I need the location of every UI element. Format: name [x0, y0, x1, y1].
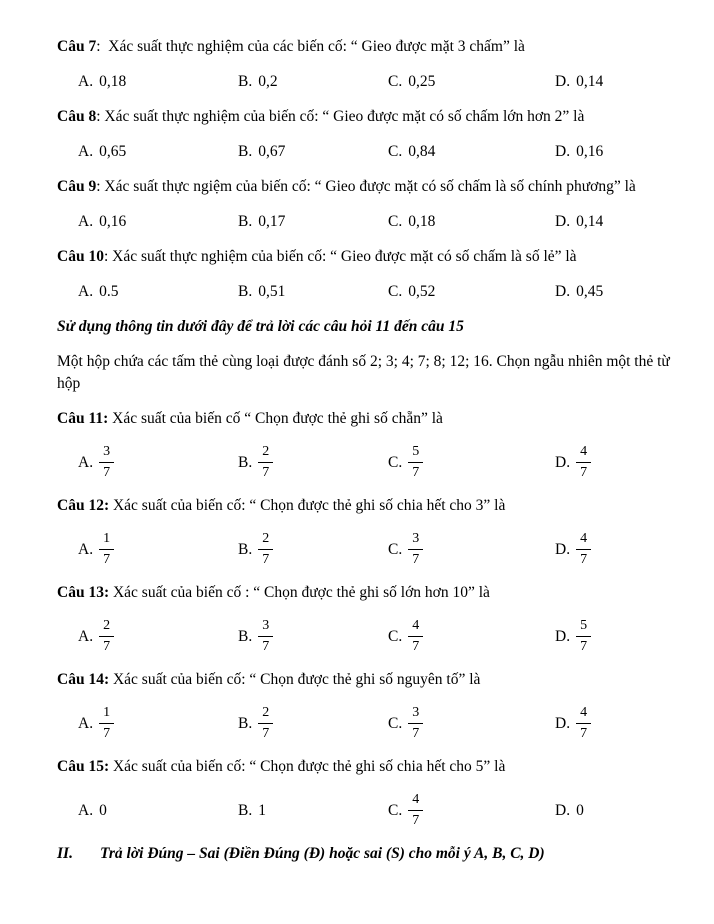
- fraction: [258, 530, 273, 569]
- fraction-denominator: 7: [262, 465, 270, 480]
- option-letter: A.: [78, 453, 94, 471]
- option-b: [238, 71, 388, 93]
- question-line: [57, 582, 692, 604]
- option-letter: D.: [555, 714, 571, 732]
- fraction-numerator: 4: [408, 791, 423, 811]
- option-c: [388, 530, 555, 569]
- option-d: [555, 530, 692, 569]
- option-value: 0.5: [99, 283, 119, 300]
- option-value: 0,18: [408, 213, 436, 230]
- fraction-numerator: 3: [408, 530, 423, 550]
- option-a: [78, 791, 238, 830]
- fraction-denominator: 7: [103, 726, 111, 741]
- question-line: [57, 176, 692, 198]
- option-letter: D.: [555, 283, 571, 300]
- fraction-numerator: 4: [408, 617, 423, 637]
- fraction-numerator: 2: [99, 617, 114, 637]
- option-value: 0,51: [258, 283, 286, 300]
- fraction-denominator: 7: [412, 639, 420, 654]
- question-number: Câu 12:: [57, 497, 110, 514]
- options-row: [57, 71, 692, 93]
- question-number: Câu 10: [57, 248, 104, 265]
- fraction-numerator: 2: [258, 443, 273, 463]
- fraction: [99, 704, 114, 743]
- options-row: [57, 791, 692, 830]
- question-line: [57, 246, 692, 268]
- question-number: Câu 11:: [57, 410, 109, 427]
- option-c: [388, 617, 555, 656]
- option-value: 1: [258, 801, 266, 819]
- fraction-numerator: 2: [258, 530, 273, 550]
- option-a: [78, 443, 238, 482]
- document-content: [57, 36, 692, 865]
- option-d: [555, 141, 692, 163]
- option-letter: C.: [388, 213, 403, 230]
- question-number: Câu 8: [57, 108, 97, 125]
- option-value: 0,16: [576, 143, 604, 160]
- options-row: [57, 704, 692, 743]
- option-value: 0,14: [576, 213, 604, 230]
- option-letter: D.: [555, 801, 571, 819]
- fraction-denominator: 7: [262, 552, 270, 567]
- option-d: [555, 281, 692, 303]
- option-a: [78, 71, 238, 93]
- option-letter: B.: [238, 283, 253, 300]
- question-number: Câu 7: [57, 38, 97, 55]
- fraction-numerator: 3: [99, 443, 114, 463]
- option-a: [78, 617, 238, 656]
- option-b: [238, 211, 388, 233]
- option-c: [388, 141, 555, 163]
- fraction: [99, 617, 114, 656]
- option-letter: B.: [238, 143, 253, 160]
- fraction-denominator: 7: [412, 465, 420, 480]
- question-text: Xác suất của biến cố: “ Chọn được thẻ ghi số chia hết cho 3” là: [109, 497, 506, 514]
- option-letter: B.: [238, 714, 253, 732]
- fraction-denominator: 7: [412, 726, 420, 741]
- option-value: 0,45: [576, 283, 604, 300]
- question-line: [57, 495, 692, 517]
- option-letter: D.: [555, 143, 571, 160]
- fraction: [258, 443, 273, 482]
- fraction: [576, 617, 591, 656]
- option-a: [78, 141, 238, 163]
- option-letter: D.: [555, 540, 571, 558]
- option-letter: C.: [388, 540, 403, 558]
- option-a: [78, 211, 238, 233]
- question-text: Xác suất của biến cố : “ Chọn được thẻ ghi số lớn hơn 10” là: [109, 584, 490, 601]
- option-b: [238, 704, 388, 743]
- option-value: 0,65: [99, 143, 127, 160]
- option-letter: C.: [388, 283, 403, 300]
- option-letter: D.: [555, 213, 571, 230]
- option-c: [388, 443, 555, 482]
- info-paragraph: Một hộp chứa các tấm thẻ cùng loại được đánh số 2; 3; 4; 7; 8; 12; 16. Chọn ngẫu nhiên một thẻ từ hộp: [57, 353, 670, 392]
- fraction: [258, 704, 273, 743]
- question-number: Câu 15:: [57, 758, 110, 775]
- fraction: [99, 443, 114, 482]
- question-line: [57, 669, 692, 691]
- option-b: [238, 141, 388, 163]
- option-letter: B.: [238, 213, 253, 230]
- fraction-numerator: 5: [408, 443, 423, 463]
- option-value: 0: [99, 801, 107, 819]
- question-number: Câu 9: [57, 178, 97, 195]
- fraction-numerator: 1: [99, 530, 114, 550]
- option-value: 0,18: [99, 73, 127, 90]
- option-d: [555, 704, 692, 743]
- fraction-numerator: 4: [576, 704, 591, 724]
- option-c: [388, 791, 555, 830]
- options-row: [57, 530, 692, 569]
- fraction: [408, 704, 423, 743]
- fraction-numerator: 2: [258, 704, 273, 724]
- option-value: 0,52: [408, 283, 436, 300]
- question-text: Xác suất của biến cố “ Chọn được thẻ ghi số chẵn” là: [108, 410, 443, 427]
- fraction-denominator: 7: [580, 639, 588, 654]
- option-value: 0,16: [99, 213, 127, 230]
- fraction-numerator: 3: [258, 617, 273, 637]
- option-letter: A.: [78, 213, 94, 230]
- question-text: : Xác suất thực nghiệm của các biến cố: “ Gieo được mặt 3 chấm” là: [96, 38, 525, 55]
- question-line: [57, 36, 692, 58]
- question-line: [57, 408, 692, 430]
- option-value: 0,14: [576, 73, 604, 90]
- option-letter: C.: [388, 143, 403, 160]
- option-letter: B.: [238, 801, 253, 819]
- fraction-denominator: 7: [103, 465, 111, 480]
- option-letter: A.: [78, 143, 94, 160]
- option-b: [238, 791, 388, 830]
- option-b: [238, 443, 388, 482]
- option-letter: A.: [78, 540, 94, 558]
- option-c: [388, 704, 555, 743]
- option-value: 0,25: [408, 73, 436, 90]
- section-heading: [57, 843, 692, 865]
- question-text: Xác suất của biến cố: “ Chọn được thẻ ghi số chia hết cho 5” là: [109, 758, 506, 775]
- fraction: [258, 617, 273, 656]
- option-d: [555, 211, 692, 233]
- fraction: [408, 617, 423, 656]
- option-b: [238, 281, 388, 303]
- fraction-denominator: 7: [262, 639, 270, 654]
- option-letter: B.: [238, 73, 253, 90]
- option-value: 0,2: [258, 73, 278, 90]
- option-a: [78, 704, 238, 743]
- fraction-numerator: 3: [408, 704, 423, 724]
- question-line: [57, 756, 692, 778]
- fraction-denominator: 7: [103, 639, 111, 654]
- fraction-numerator: 1: [99, 704, 114, 724]
- option-letter: A.: [78, 714, 94, 732]
- fraction-denominator: 7: [412, 552, 420, 567]
- option-letter: C.: [388, 801, 403, 819]
- fraction: [408, 791, 423, 830]
- option-value: 0: [576, 801, 584, 819]
- fraction-numerator: 4: [576, 443, 591, 463]
- option-value: 0,67: [258, 143, 286, 160]
- section-number: II.: [57, 845, 73, 862]
- question-text: : Xác suất thực ngiệm của biến cố: “ Gieo được mặt có số chấm là số chính phương” là: [96, 178, 636, 195]
- options-row: [57, 281, 692, 303]
- question-text: Xác suất của biến cố: “ Chọn được thẻ ghi số nguyên tố” là: [109, 671, 481, 688]
- option-letter: B.: [238, 540, 253, 558]
- option-a: [78, 281, 238, 303]
- option-letter: A.: [78, 73, 94, 90]
- option-letter: B.: [238, 627, 253, 645]
- option-letter: C.: [388, 453, 403, 471]
- fraction-denominator: 7: [103, 552, 111, 567]
- options-row: [57, 141, 692, 163]
- option-d: [555, 791, 692, 830]
- option-b: [238, 617, 388, 656]
- option-letter: A.: [78, 283, 94, 300]
- option-d: [555, 71, 692, 93]
- fraction-denominator: 7: [412, 813, 420, 828]
- instruction-note: Sử dụng thông tin dưới đây để trả lời các câu hỏi 11 đến câu 15: [57, 318, 464, 335]
- fraction: [408, 530, 423, 569]
- fraction-denominator: 7: [262, 726, 270, 741]
- option-d: [555, 443, 692, 482]
- question-number: Câu 13:: [57, 584, 110, 601]
- options-row: [57, 211, 692, 233]
- question-line: [57, 106, 692, 128]
- option-d: [555, 617, 692, 656]
- fraction-denominator: 7: [580, 465, 588, 480]
- fraction: [99, 530, 114, 569]
- question-text: : Xác suất thực nghiệm của biến cố: “ Gieo được mặt có số chấm là số lẻ” là: [103, 248, 577, 265]
- fraction-denominator: 7: [580, 726, 588, 741]
- option-value: 0,17: [258, 213, 286, 230]
- section-title: Trả lời Đúng – Sai (Điền Đúng (Đ) hoặc sai (S) cho mỗi ý A, B, C, D): [100, 845, 545, 862]
- option-letter: D.: [555, 73, 571, 90]
- option-letter: D.: [555, 627, 571, 645]
- options-row: [57, 443, 692, 482]
- option-c: [388, 211, 555, 233]
- question-number: Câu 14:: [57, 671, 110, 688]
- option-letter: A.: [78, 627, 94, 645]
- option-letter: D.: [555, 453, 571, 471]
- option-c: [388, 281, 555, 303]
- fraction: [576, 443, 591, 482]
- option-value: 0,84: [408, 143, 436, 160]
- options-row: [57, 617, 692, 656]
- option-c: [388, 71, 555, 93]
- option-letter: C.: [388, 627, 403, 645]
- option-a: [78, 530, 238, 569]
- option-b: [238, 530, 388, 569]
- option-letter: C.: [388, 73, 403, 90]
- option-letter: A.: [78, 801, 94, 819]
- fraction: [576, 704, 591, 743]
- fraction-numerator: 4: [576, 530, 591, 550]
- fraction: [408, 443, 423, 482]
- fraction-denominator: 7: [580, 552, 588, 567]
- question-text: : Xác suất thực nghiệm của biến cố: “ Gieo được mặt có số chấm lớn hơn 2” là: [96, 108, 585, 125]
- fraction-numerator: 5: [576, 617, 591, 637]
- option-letter: C.: [388, 714, 403, 732]
- option-letter: B.: [238, 453, 253, 471]
- fraction: [576, 530, 591, 569]
